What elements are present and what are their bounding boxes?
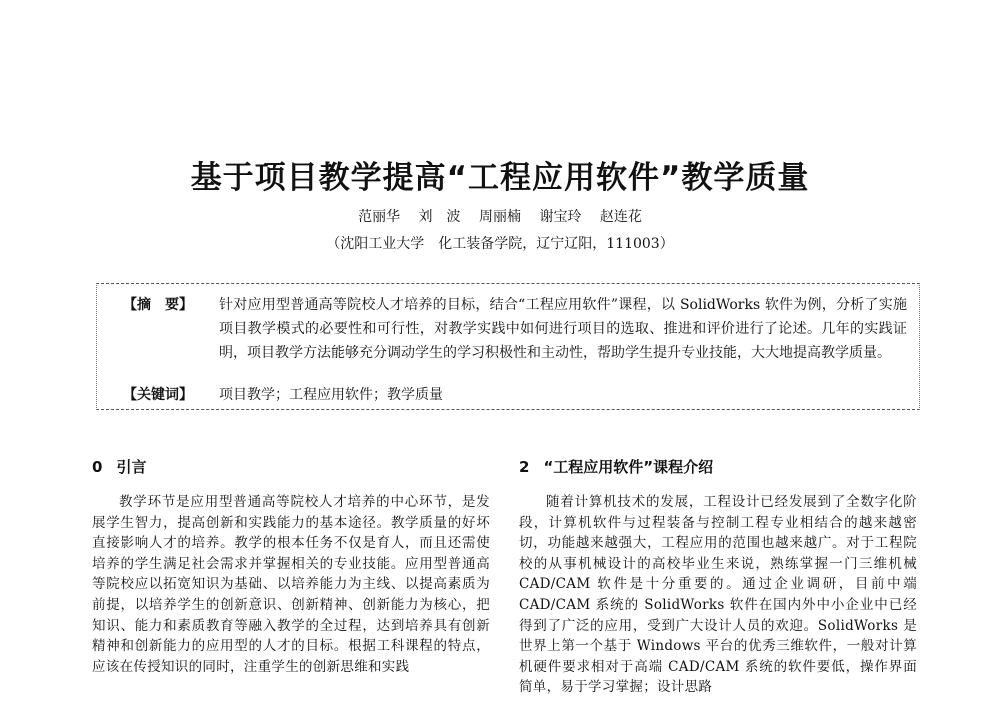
section-heading <box>92 456 490 478</box>
keywords <box>123 383 907 407</box>
section-heading <box>519 456 917 478</box>
author-name: 周丽楠 <box>479 209 521 225</box>
author-name: 赵连花 <box>599 209 642 225</box>
affiliation: （沈阳工业大学 化工装备学院，辽宁辽阳，111003） <box>326 236 674 252</box>
abstract-text: 针对应用型普通高等院校人才培养的目标，结合“工程应用软件”课程，以 SolidWorks 软件为例，分析了实施项目教学模式的必要性和可行性，对教学实践中如何进行项目的选取、推进和评价进行了论述。几年的实践证明，项目教学方法能够充分调动学生的学习积极性和主动性，帮助学生提升专业技能，大大地提高教学质量。 <box>219 297 907 361</box>
section-title: 引言 <box>116 458 147 476</box>
paper-title: 基于项目教学提高“工程应用软件”教学质量 <box>190 160 810 196</box>
section-title: “工程应用软件”课程介绍 <box>543 458 714 476</box>
abstract-box <box>96 283 920 410</box>
section-paragraph: 随着计算机技术的发展，工程设计已经发展到了全数字化阶段，计算机软件与过程装备与控制工程专业相结合的越来越密切，功能越来越强大，工程应用的范围也越来越广。对于工程院校的从事机械设计的高校毕业生来说，熟练掌握一门三维机械 CAD/CAM 软件是十分重要的。通过企业调研，目前中端 CAD/CAM 系统的 SolidWorks 软件在国内外中小企业中已经得到了广泛的应用，受到广大设计人员的欢迎。SolidWorks 是世界上第一个基于 Windows 平台的优秀三维软件，一般对计算机硬件要求相对于高端 CAD/CAM 系统的软件要低，操作界面简单，易于学习掌握；设计思路 <box>519 494 917 696</box>
section-number: 2 <box>519 458 530 476</box>
section-introduction <box>92 456 490 677</box>
section-number: 0 <box>92 458 103 476</box>
author-name: 谢宝玲 <box>539 209 582 225</box>
abstract-label: 【摘 要】 <box>123 297 193 313</box>
author-name: 刘 波 <box>418 209 461 225</box>
keywords-text: 项目教学；工程应用软件；教学质量 <box>219 387 443 403</box>
author-name: 范丽华 <box>358 209 401 225</box>
section-course-intro <box>519 456 917 698</box>
author-list <box>0 206 1000 226</box>
section-paragraph: 教学环节是应用型普通高等院校人才培养的中心环节，是发展学生智力，提高创新和实践能力的基本途径。教学质量的好坏直接影响人才的培养。教学的根本任务不仅是育人，而且还需使培养的学生满足社会需求并掌握相关的专业技能。应用型普通高等院校应以拓宽知识为基础、以培养能力为主线、以提高素质为前提，以培养学生的创新意识、创新精神、创新能力为核心，把知识、能力和素质教育等融入教学的全过程，达到培养具有创新精神和创新能力的应用型的人才的目标。根据工科课程的特点，应该在传授知识的同时，注重学生的创新思维和实践 <box>92 494 490 675</box>
keywords-label: 【关键词】 <box>123 387 193 403</box>
abstract <box>123 293 907 365</box>
